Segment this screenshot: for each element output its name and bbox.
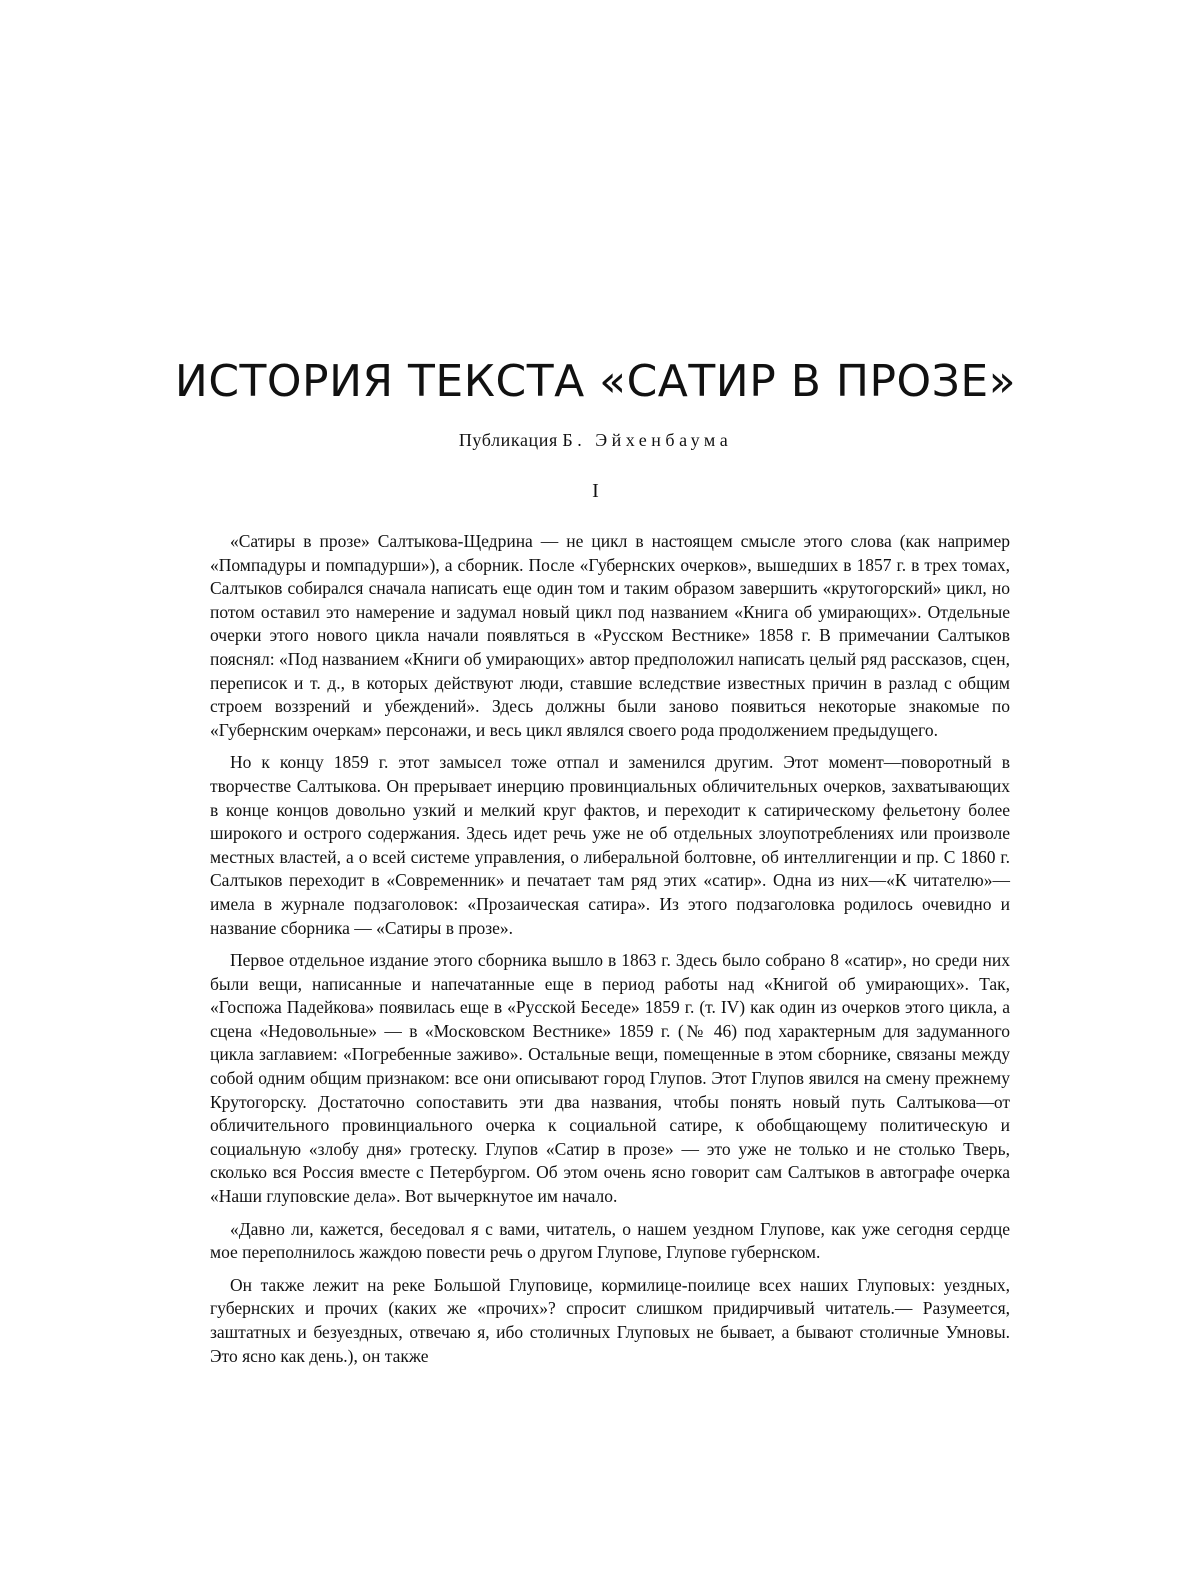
- section-number: I: [592, 480, 599, 502]
- paragraph-4: «Давно ли, кажется, беседовал я с вами, читатель, о нашем уездном Глупове, как уже сегодня сердце мое переполнилось жаждою повести речь о другом Глупове, Глупове губернском.: [210, 1218, 1010, 1263]
- article-body: [210, 530, 1010, 1377]
- paragraph-1: «Сатиры в прозе» Салтыкова-Щедрина — не цикл в настоящем смысле этого слова (как например «Помпадуры и помпадурши»), а сборник. После «Губернских очерков», вышедших в 1857 г. в трех томах, Салтыков собирался сначала написать еще один том и таким образом завершить «крутогорский» цикл, но потом оставил это намерение и задумал новый цикл под названием «Книга об умирающих». Отдельные очерки этого нового цикла начали появляться в «Русском Вестнике» 1858 г. В примечании Салтыков пояснял: «Под названием «Книги об умирающих» автор предположил написать целый ряд рассказов, сцен, переписок и т. д., в которых действуют люди, ставшие вследствие известных причин в разлад с общим строем воззрений и убеждений». Здесь должны были заново появиться некоторые знакомые по «Губернским очеркам» персонажи, и весь цикл являлся своего рода продолжением предыдущего.: [210, 531, 1010, 740]
- publication-credit: [0, 430, 1191, 451]
- paragraph-3: Первое отдельное издание этого сборника вышло в 1863 г. Здесь было собрано 8 «сатир», но среди них были вещи, написанные и напечатанные еще в период работы над «Книгой об умирающих». Так, «Госпожа Падейкова» появилась еще в «Русской Беседе» 1859 г. (т. IV) как один из очерков этого цикла, а сцена «Недовольные» — в «Московском Вестнике» 1859 г. (№ 46) под характерным для задуманного цикла заглавием: «Погребенные заживо». Остальные вещи, помещенные в этом сборнике, связаны между собой одним общим признаком: все они описывают город Глупов. Этот Глупов явился на смену прежнему Крутогорску. Достаточно сопоставить эти два названия, чтобы понять новый путь Салтыкова—от обличительного провинциального очерка к социальной сатире, к обобщающему политическую и социальную «злобу дня» гротеску. Глупов «Сатир в прозе» — это уже не только и не столько Тверь, сколько вся Россия вместе с Петербургом. Об этом очень ясно говорит сам Салтыков в автографе очерка «Наши глуповские дела». Вот вычеркнутое им начало.: [210, 950, 1010, 1207]
- author-name: Б. Эйхенбаума: [562, 430, 733, 450]
- article-title: ИСТОРИЯ ТЕКСТА «САТИР В ПРОЗЕ»: [174, 356, 1017, 407]
- author-prefix: Публикация: [458, 430, 558, 450]
- paragraph-5: Он также лежит на реке Большой Глуповице, кормилице-поилице всех наших Глуповых: уездных, губернских и прочих (каких же «прочих»? спросит слишком придирчивый читатель.— Разумеется, заштатных и безуездных, отвечаю я, ибо столичных Глуповых не бывает, а бывают столичные Умновы. Это ясно как день.), он также: [210, 1274, 1010, 1366]
- paragraph-2: Но к концу 1859 г. этот замысел тоже отпал и заменился другим. Этот момент—поворотный в творчестве Салтыкова. Он прерывает инерцию провинциальных обличительных очерков, захватывающих в конце концов довольно узкий и мелкий круг фактов, и переходит к сатирическому фельетону более широкого и острого содержания. Здесь идет речь уже не об отдельных злоупотреблениях или произволе местных властей, а о всей системе управления, о либеральной болтовне, об интеллигенции и пр. С 1860 г. Салтыков переходит в «Современник» и печатает там ряд этих «сатир». Одна из них—«К читателю»—имела в журнале подзаголовок: «Прозаическая сатира». Из этого подзаголовка родилось очевидно и название сборника — «Сатиры в прозе».: [210, 752, 1010, 938]
